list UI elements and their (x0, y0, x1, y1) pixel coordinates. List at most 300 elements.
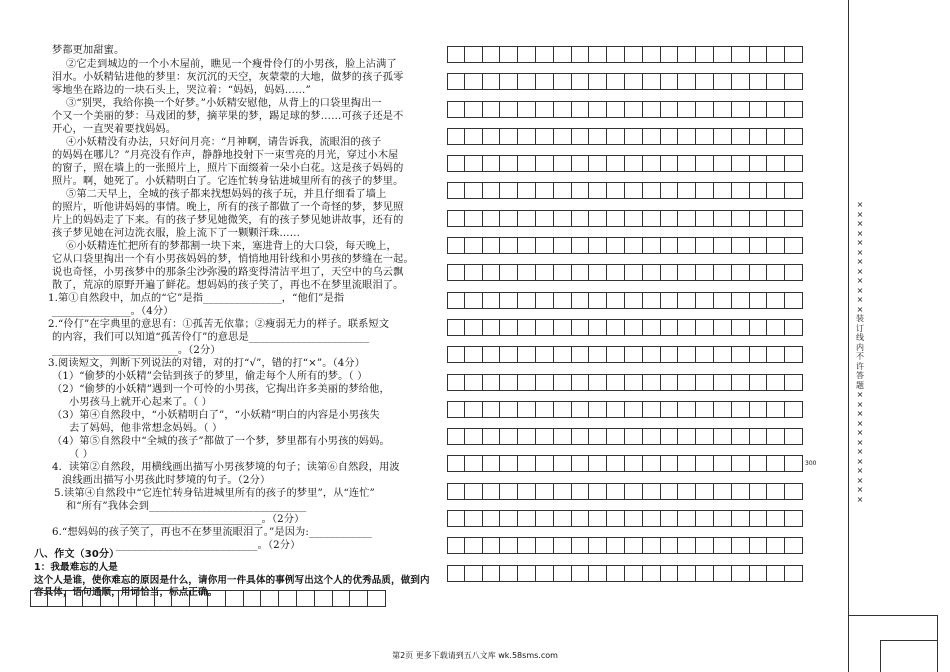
grid-cell[interactable] (661, 73, 679, 90)
grid-cell[interactable] (714, 401, 732, 418)
grid-cell[interactable] (536, 46, 554, 63)
grid-cell[interactable] (572, 155, 590, 172)
grid-cell[interactable] (447, 346, 465, 363)
grid-cell[interactable] (607, 292, 625, 309)
grid-cell[interactable] (554, 155, 572, 172)
grid-cell[interactable] (696, 155, 714, 172)
grid-cell[interactable] (750, 264, 768, 281)
grid-cell[interactable] (767, 319, 785, 336)
grid-cell[interactable] (483, 292, 501, 309)
grid-cell[interactable] (483, 483, 501, 500)
grid-cell[interactable] (589, 401, 607, 418)
grid-cell[interactable] (767, 428, 785, 445)
grid-cell[interactable] (714, 565, 732, 582)
grid-cell[interactable] (483, 210, 501, 227)
grid-cell[interactable] (554, 483, 572, 500)
grid-cell[interactable] (661, 264, 679, 281)
grid-cell[interactable] (785, 46, 803, 63)
grid-cell[interactable] (643, 319, 661, 336)
grid-cell[interactable] (696, 401, 714, 418)
grid-cell[interactable] (696, 510, 714, 527)
grid-cell[interactable] (465, 483, 483, 500)
grid-cell[interactable] (48, 590, 66, 607)
grid-cell[interactable] (483, 264, 501, 281)
grid-cell[interactable] (572, 237, 590, 254)
grid-cell[interactable] (678, 210, 696, 227)
grid-cell[interactable] (732, 182, 750, 199)
grid-cell[interactable] (696, 128, 714, 145)
grid-cell[interactable] (500, 401, 518, 418)
grid-cell[interactable] (714, 483, 732, 500)
grid-cell[interactable] (572, 401, 590, 418)
grid-cell[interactable] (750, 155, 768, 172)
grid-cell[interactable] (643, 237, 661, 254)
grid-cell[interactable] (678, 182, 696, 199)
grid-cell[interactable] (465, 537, 483, 554)
grid-cell[interactable] (119, 590, 137, 607)
grid-cell[interactable] (536, 428, 554, 445)
grid-cell[interactable] (554, 46, 572, 63)
grid-cell[interactable] (696, 73, 714, 90)
grid-cell[interactable] (696, 483, 714, 500)
grid-cell[interactable] (607, 237, 625, 254)
grid-cell[interactable] (678, 292, 696, 309)
grid-cell[interactable] (500, 455, 518, 472)
grid-cell[interactable] (785, 510, 803, 527)
grid-cell[interactable] (767, 401, 785, 418)
grid-cell[interactable] (315, 590, 333, 607)
grid-cell[interactable] (465, 565, 483, 582)
grid-cell[interactable] (607, 73, 625, 90)
grid-cell[interactable] (643, 565, 661, 582)
grid-cell[interactable] (750, 128, 768, 145)
grid-cell[interactable] (572, 264, 590, 281)
grid-cell[interactable] (536, 101, 554, 118)
grid-cell[interactable] (554, 73, 572, 90)
grid-cell[interactable] (518, 401, 536, 418)
grid-cell[interactable] (607, 128, 625, 145)
grid-cell[interactable] (465, 510, 483, 527)
grid-cell[interactable] (785, 264, 803, 281)
grid-cell[interactable] (500, 374, 518, 391)
grid-cell[interactable] (767, 210, 785, 227)
grid-cell[interactable] (536, 346, 554, 363)
grid-cell[interactable] (447, 210, 465, 227)
grid-cell[interactable] (714, 374, 732, 391)
grid-cell[interactable] (767, 237, 785, 254)
grid-cell[interactable] (750, 565, 768, 582)
grid-cell[interactable] (572, 510, 590, 527)
grid-cell[interactable] (732, 292, 750, 309)
grid-cell[interactable] (572, 292, 590, 309)
grid-cell[interactable] (696, 46, 714, 63)
grid-cell[interactable] (767, 374, 785, 391)
grid-cell[interactable] (500, 483, 518, 500)
grid-cell[interactable] (518, 319, 536, 336)
grid-cell[interactable] (767, 346, 785, 363)
grid-cell[interactable] (767, 128, 785, 145)
grid-cell[interactable] (750, 537, 768, 554)
grid-cell[interactable] (483, 565, 501, 582)
grid-cell[interactable] (447, 292, 465, 309)
grid-cell[interactable] (661, 46, 679, 63)
grid-cell[interactable] (536, 264, 554, 281)
grid-cell[interactable] (465, 455, 483, 472)
grid-cell[interactable] (732, 155, 750, 172)
grid-cell[interactable] (465, 101, 483, 118)
grid-cell[interactable] (607, 155, 625, 172)
grid-cell[interactable] (589, 46, 607, 63)
grid-cell[interactable] (661, 182, 679, 199)
grid-cell[interactable] (589, 537, 607, 554)
grid-cell[interactable] (661, 319, 679, 336)
grid-cell[interactable] (785, 565, 803, 582)
grid-cell[interactable] (661, 155, 679, 172)
grid-cell[interactable] (572, 428, 590, 445)
grid-cell[interactable] (678, 264, 696, 281)
grid-cell[interactable] (785, 374, 803, 391)
grid-cell[interactable] (500, 510, 518, 527)
grid-cell[interactable] (767, 565, 785, 582)
grid-cell[interactable] (518, 155, 536, 172)
grid-cell[interactable] (714, 455, 732, 472)
grid-cell[interactable] (678, 46, 696, 63)
grid-cell[interactable] (714, 537, 732, 554)
grid-cell[interactable] (661, 565, 679, 582)
grid-cell[interactable] (261, 590, 279, 607)
grid-cell[interactable] (536, 182, 554, 199)
grid-cell[interactable] (750, 455, 768, 472)
grid-cell[interactable] (554, 401, 572, 418)
grid-cell[interactable] (465, 237, 483, 254)
grid-cell[interactable] (625, 537, 643, 554)
grid-cell[interactable] (244, 590, 262, 607)
grid-cell[interactable] (625, 346, 643, 363)
grid-cell[interactable] (447, 455, 465, 472)
grid-cell[interactable] (767, 264, 785, 281)
grid-cell[interactable] (447, 182, 465, 199)
grid-cell[interactable] (447, 319, 465, 336)
grid-cell[interactable] (607, 46, 625, 63)
grid-cell[interactable] (447, 155, 465, 172)
grid-cell[interactable] (447, 510, 465, 527)
grid-cell[interactable] (589, 455, 607, 472)
grid-cell[interactable] (714, 101, 732, 118)
grid-cell[interactable] (554, 428, 572, 445)
grid-cell[interactable] (500, 346, 518, 363)
grid-cell[interactable] (750, 46, 768, 63)
grid-cell[interactable] (554, 210, 572, 227)
grid-cell[interactable] (518, 264, 536, 281)
grid-cell[interactable] (750, 483, 768, 500)
grid-cell[interactable] (607, 346, 625, 363)
grid-cell[interactable] (661, 346, 679, 363)
grid-cell[interactable] (767, 46, 785, 63)
grid-cell[interactable] (518, 292, 536, 309)
grid-cell[interactable] (554, 374, 572, 391)
grid-cell[interactable] (572, 455, 590, 472)
grid-cell[interactable] (643, 46, 661, 63)
composition-writing-grid[interactable] (447, 46, 803, 592)
grid-cell[interactable] (607, 537, 625, 554)
grid-cell[interactable] (518, 46, 536, 63)
grid-cell[interactable] (785, 346, 803, 363)
grid-cell[interactable] (465, 346, 483, 363)
grid-cell[interactable] (767, 101, 785, 118)
grid-cell[interactable] (447, 374, 465, 391)
grid-cell[interactable] (279, 590, 297, 607)
grid-cell[interactable] (714, 128, 732, 145)
grid-cell[interactable] (661, 101, 679, 118)
grid-cell[interactable] (785, 319, 803, 336)
grid-cell[interactable] (678, 374, 696, 391)
grid-cell[interactable] (554, 510, 572, 527)
grid-cell[interactable] (483, 101, 501, 118)
grid-cell[interactable] (536, 292, 554, 309)
grid-cell[interactable] (465, 128, 483, 145)
grid-cell[interactable] (732, 455, 750, 472)
grid-cell[interactable] (101, 590, 119, 607)
writing-grid-row[interactable] (30, 590, 386, 607)
grid-cell[interactable] (785, 292, 803, 309)
grid-cell[interactable] (625, 128, 643, 145)
grid-cell[interactable] (483, 237, 501, 254)
grid-cell[interactable] (678, 319, 696, 336)
grid-cell[interactable] (483, 155, 501, 172)
grid-cell[interactable] (661, 210, 679, 227)
grid-cell[interactable] (554, 128, 572, 145)
grid-cell[interactable] (714, 346, 732, 363)
grid-cell[interactable] (483, 73, 501, 90)
grid-cell[interactable] (767, 537, 785, 554)
grid-cell[interactable] (767, 155, 785, 172)
grid-cell[interactable] (465, 374, 483, 391)
grid-cell[interactable] (536, 537, 554, 554)
grid-cell[interactable] (536, 565, 554, 582)
grid-cell[interactable] (518, 210, 536, 227)
grid-cell[interactable] (750, 101, 768, 118)
grid-cell[interactable] (750, 374, 768, 391)
grid-cell[interactable] (678, 565, 696, 582)
grid-cell[interactable] (714, 264, 732, 281)
grid-cell[interactable] (696, 319, 714, 336)
grid-cell[interactable] (554, 101, 572, 118)
grid-cell[interactable] (483, 428, 501, 445)
grid-cell[interactable] (714, 237, 732, 254)
grid-cell[interactable] (678, 101, 696, 118)
grid-cell[interactable] (483, 346, 501, 363)
grid-cell[interactable] (785, 237, 803, 254)
grid-cell[interactable] (607, 483, 625, 500)
grid-cell[interactable] (643, 292, 661, 309)
grid-cell[interactable] (607, 182, 625, 199)
grid-cell[interactable] (661, 537, 679, 554)
grid-cell[interactable] (625, 455, 643, 472)
grid-cell[interactable] (661, 401, 679, 418)
grid-cell[interactable] (572, 73, 590, 90)
grid-cell[interactable] (750, 237, 768, 254)
grid-cell[interactable] (714, 182, 732, 199)
grid-cell[interactable] (696, 455, 714, 472)
grid-cell[interactable] (589, 264, 607, 281)
grid-cell[interactable] (483, 374, 501, 391)
grid-cell[interactable] (696, 210, 714, 227)
grid-cell[interactable] (518, 510, 536, 527)
grid-cell[interactable] (554, 319, 572, 336)
grid-cell[interactable] (625, 374, 643, 391)
grid-cell[interactable] (661, 483, 679, 500)
grid-cell[interactable] (589, 483, 607, 500)
grid-cell[interactable] (750, 428, 768, 445)
grid-cell[interactable] (465, 401, 483, 418)
grid-cell[interactable] (696, 374, 714, 391)
grid-cell[interactable] (607, 374, 625, 391)
grid-cell[interactable] (155, 590, 173, 607)
grid-cell[interactable] (643, 510, 661, 527)
grid-cell[interactable] (465, 155, 483, 172)
grid-cell[interactable] (661, 510, 679, 527)
grid-cell[interactable] (696, 292, 714, 309)
grid-cell[interactable] (536, 401, 554, 418)
grid-cell[interactable] (190, 590, 208, 607)
grid-cell[interactable] (643, 210, 661, 227)
grid-cell[interactable] (625, 264, 643, 281)
grid-cell[interactable] (678, 401, 696, 418)
grid-cell[interactable] (465, 46, 483, 63)
grid-cell[interactable] (518, 537, 536, 554)
grid-cell[interactable] (500, 264, 518, 281)
grid-cell[interactable] (643, 101, 661, 118)
grid-cell[interactable] (643, 264, 661, 281)
grid-cell[interactable] (732, 510, 750, 527)
grid-cell[interactable] (732, 264, 750, 281)
grid-cell[interactable] (554, 182, 572, 199)
grid-cell[interactable] (661, 428, 679, 445)
grid-cell[interactable] (572, 46, 590, 63)
grid-cell[interactable] (767, 483, 785, 500)
grid-cell[interactable] (572, 210, 590, 227)
grid-cell[interactable] (30, 590, 48, 607)
grid-cell[interactable] (750, 346, 768, 363)
grid-cell[interactable] (625, 182, 643, 199)
grid-cell[interactable] (732, 483, 750, 500)
grid-cell[interactable] (643, 401, 661, 418)
grid-cell[interactable] (66, 590, 84, 607)
grid-cell[interactable] (661, 455, 679, 472)
grid-cell[interactable] (483, 319, 501, 336)
grid-cell[interactable] (536, 155, 554, 172)
grid-cell[interactable] (661, 237, 679, 254)
grid-cell[interactable] (500, 101, 518, 118)
grid-cell[interactable] (625, 565, 643, 582)
grid-cell[interactable] (696, 428, 714, 445)
grid-cell[interactable] (447, 73, 465, 90)
grid-cell[interactable] (589, 565, 607, 582)
grid-cell[interactable] (732, 565, 750, 582)
grid-cell[interactable] (518, 346, 536, 363)
grid-cell[interactable] (518, 455, 536, 472)
grid-cell[interactable] (696, 346, 714, 363)
grid-cell[interactable] (297, 590, 315, 607)
grid-cell[interactable] (732, 210, 750, 227)
grid-cell[interactable] (447, 128, 465, 145)
grid-cell[interactable] (643, 537, 661, 554)
grid-cell[interactable] (732, 128, 750, 145)
grid-cell[interactable] (589, 155, 607, 172)
grid-cell[interactable] (589, 319, 607, 336)
grid-cell[interactable] (607, 455, 625, 472)
grid-cell[interactable] (465, 428, 483, 445)
grid-cell[interactable] (500, 128, 518, 145)
grid-cell[interactable] (732, 346, 750, 363)
grid-cell[interactable] (536, 319, 554, 336)
grid-cell[interactable] (625, 210, 643, 227)
grid-cell[interactable] (589, 182, 607, 199)
grid-cell[interactable] (661, 292, 679, 309)
grid-cell[interactable] (500, 210, 518, 227)
grid-cell[interactable] (589, 73, 607, 90)
grid-cell[interactable] (500, 537, 518, 554)
grid-cell[interactable] (536, 237, 554, 254)
grid-cell[interactable] (518, 237, 536, 254)
grid-cell[interactable] (589, 101, 607, 118)
grid-cell[interactable] (500, 319, 518, 336)
grid-cell[interactable] (643, 128, 661, 145)
grid-cell[interactable] (500, 292, 518, 309)
grid-cell[interactable] (483, 537, 501, 554)
grid-cell[interactable] (678, 73, 696, 90)
grid-cell[interactable] (536, 73, 554, 90)
grid-cell[interactable] (572, 374, 590, 391)
grid-cell[interactable] (678, 346, 696, 363)
grid-cell[interactable] (589, 428, 607, 445)
grid-cell[interactable] (785, 401, 803, 418)
grid-cell[interactable] (625, 46, 643, 63)
grid-cell[interactable] (785, 182, 803, 199)
grid-cell[interactable] (572, 537, 590, 554)
grid-cell[interactable] (447, 46, 465, 63)
grid-cell[interactable] (607, 401, 625, 418)
grid-cell[interactable] (500, 428, 518, 445)
grid-cell[interactable] (572, 128, 590, 145)
grid-cell[interactable] (589, 237, 607, 254)
grid-cell[interactable] (625, 483, 643, 500)
grid-cell[interactable] (518, 374, 536, 391)
grid-cell[interactable] (643, 73, 661, 90)
grid-cell[interactable] (536, 455, 554, 472)
grid-cell[interactable] (732, 101, 750, 118)
grid-cell[interactable] (554, 292, 572, 309)
grid-cell[interactable] (750, 319, 768, 336)
grid-cell[interactable] (732, 401, 750, 418)
grid-cell[interactable] (572, 182, 590, 199)
grid-cell[interactable] (518, 128, 536, 145)
grid-cell[interactable] (483, 182, 501, 199)
grid-cell[interactable] (137, 590, 155, 607)
grid-cell[interactable] (750, 210, 768, 227)
grid-cell[interactable] (678, 483, 696, 500)
grid-cell[interactable] (714, 292, 732, 309)
grid-cell[interactable] (589, 292, 607, 309)
grid-cell[interactable] (518, 428, 536, 445)
grid-cell[interactable] (750, 510, 768, 527)
grid-cell[interactable] (483, 401, 501, 418)
grid-cell[interactable] (518, 565, 536, 582)
grid-cell[interactable] (589, 374, 607, 391)
grid-cell[interactable] (483, 455, 501, 472)
grid-cell[interactable] (714, 73, 732, 90)
grid-cell[interactable] (696, 537, 714, 554)
